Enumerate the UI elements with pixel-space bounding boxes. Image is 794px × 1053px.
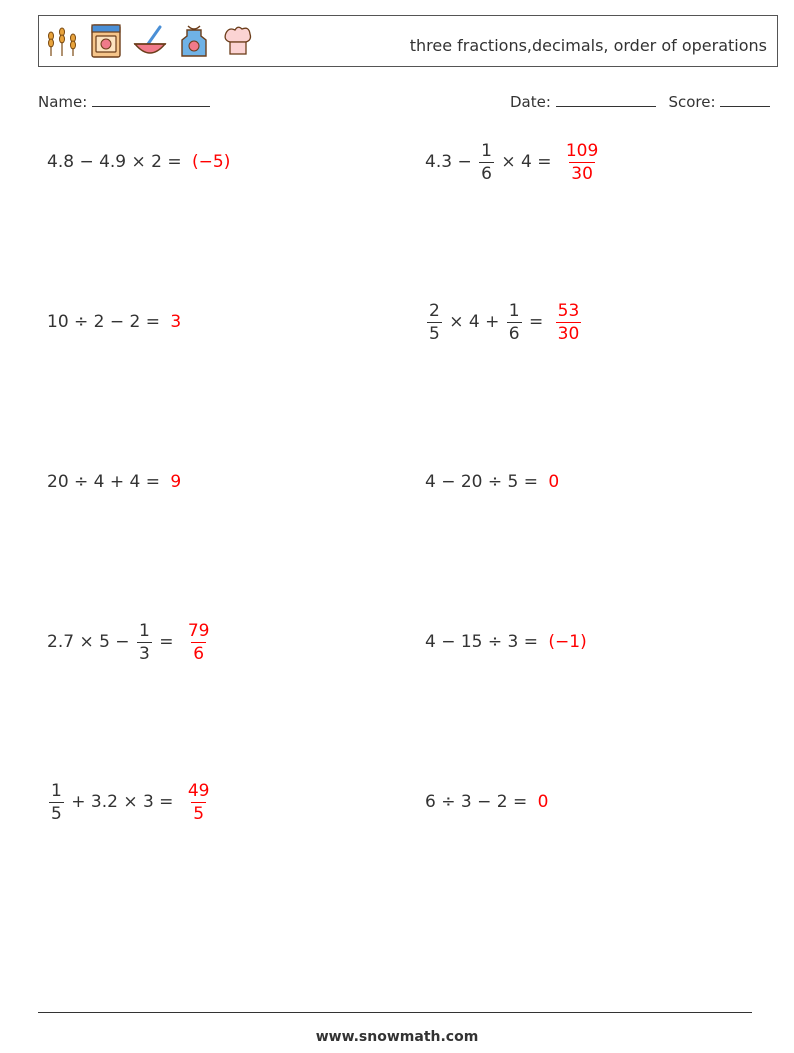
denominator: 6	[193, 643, 205, 664]
fraction	[427, 300, 442, 345]
expression-text: 4 − 15 ÷ 3 =	[425, 632, 544, 652]
name-blank[interactable]	[92, 92, 210, 107]
problem-6	[425, 455, 559, 509]
expression-text: =	[523, 312, 549, 332]
answer	[554, 300, 584, 345]
answer	[184, 620, 214, 665]
apron-icon	[175, 22, 213, 60]
numerator: 1	[481, 140, 492, 161]
numerator: 49	[187, 780, 210, 801]
numerator: 109	[565, 140, 599, 161]
expression-text: × 4 =	[495, 152, 557, 172]
fraction	[137, 620, 152, 665]
expression-text: =	[153, 632, 179, 652]
expression-text: × 4 +	[443, 312, 505, 332]
denominator: 5	[429, 323, 440, 344]
header-box	[38, 15, 778, 67]
answer	[192, 152, 230, 172]
expression-text: 20 ÷ 4 + 4 =	[47, 472, 166, 492]
answer-fraction	[186, 620, 212, 665]
score-blank[interactable]	[720, 92, 770, 107]
name-label: Name:	[38, 93, 88, 111]
answer	[184, 780, 214, 825]
fraction	[49, 780, 64, 825]
oven-icon	[87, 22, 125, 60]
denominator: 30	[571, 163, 593, 184]
expression-text: + 3.2 × 3 =	[65, 792, 179, 812]
footer-divider	[38, 1012, 752, 1013]
answer-value: 0	[548, 472, 560, 492]
problem-1	[47, 135, 230, 189]
expression-text: 4.3 −	[425, 152, 478, 172]
problem-10	[425, 775, 548, 829]
fraction	[479, 140, 494, 185]
mixing-bowl-icon	[131, 22, 169, 60]
answer-value: (−1)	[548, 632, 587, 652]
answer	[170, 472, 181, 492]
date-blank[interactable]	[556, 92, 656, 107]
name-field	[38, 92, 210, 111]
problem-9	[47, 775, 213, 829]
numerator: 2	[429, 300, 440, 321]
answer-fraction	[556, 300, 582, 345]
expression-text: 6 ÷ 3 − 2 =	[425, 792, 533, 812]
answer-fraction	[186, 780, 212, 825]
answer	[170, 312, 181, 332]
expression-text: 10 ÷ 2 − 2 =	[47, 312, 166, 332]
denominator: 5	[51, 803, 62, 824]
answer-value: 0	[537, 792, 549, 812]
denominator: 6	[508, 323, 520, 344]
answer-fraction	[564, 140, 600, 185]
problem-4	[425, 295, 583, 349]
expression-text: 2.7 × 5 −	[47, 632, 135, 652]
date-label: Date:	[510, 93, 551, 111]
answer-value: 3	[170, 312, 182, 332]
header-icons	[43, 22, 257, 62]
numerator: 1	[51, 780, 62, 801]
expression-text: 4 − 20 ÷ 5 =	[425, 472, 544, 492]
wheat-icon	[43, 22, 81, 60]
answer-value: (−5)	[192, 152, 231, 172]
fraction	[507, 300, 522, 345]
answer	[548, 632, 586, 652]
answer	[548, 472, 559, 492]
answer	[562, 140, 602, 185]
problem-5	[47, 455, 181, 509]
chef-hat-icon	[219, 22, 257, 60]
denominator: 6	[481, 163, 492, 184]
numerator: 1	[138, 620, 150, 641]
problem-8	[425, 615, 587, 669]
problem-3	[47, 295, 181, 349]
answer	[538, 792, 549, 812]
problem-2	[425, 135, 602, 189]
sheet-title: three fractions,decimals, order of operations	[409, 36, 767, 55]
denominator: 30	[557, 323, 580, 344]
footer-url[interactable]: www.snowmath.com	[315, 1029, 479, 1045]
problem-7	[47, 615, 214, 669]
denominator: 3	[138, 643, 150, 664]
numerator: 1	[508, 300, 520, 321]
date-score-field	[510, 92, 770, 111]
expression-text: 4.8 − 4.9 × 2 =	[47, 152, 188, 172]
numerator: 79	[187, 620, 210, 641]
numerator: 53	[557, 300, 580, 321]
answer-value: 9	[170, 472, 182, 492]
score-label: Score:	[668, 93, 716, 111]
denominator: 5	[193, 803, 205, 824]
